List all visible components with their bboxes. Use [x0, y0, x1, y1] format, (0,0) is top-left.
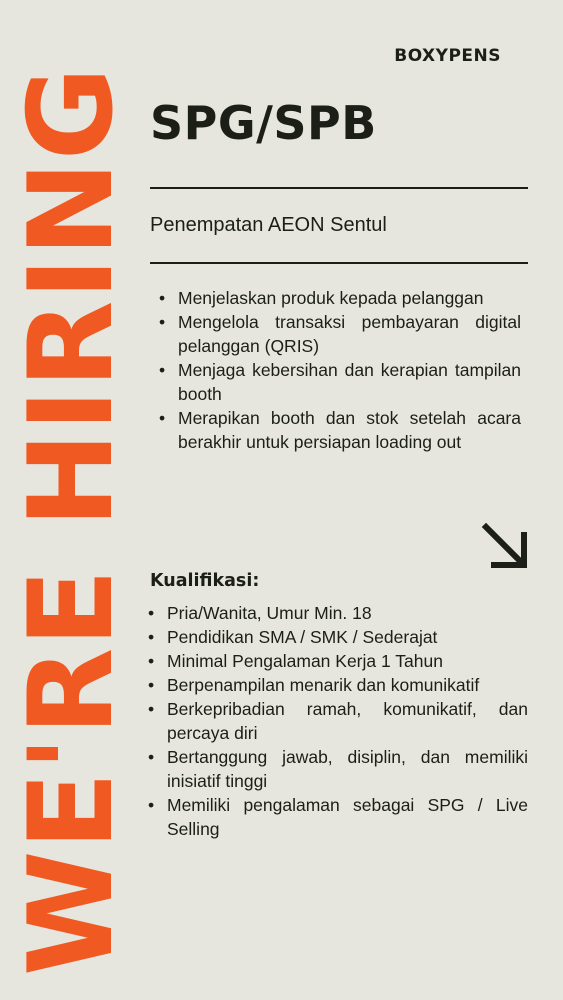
qualification-item: • Pria/Wanita, Umur Min. 18 — [167, 601, 528, 625]
qualifications-list — [167, 601, 528, 841]
qualification-item: • Berpenampilan menarik dan komunikatif — [167, 673, 528, 697]
job-title: SPG/SPB — [150, 96, 377, 150]
qualification-item: • Bertanggung jawab, disiplin, dan memiliki inisiatif tinggi — [167, 745, 528, 793]
arrow-down-right-icon — [480, 521, 530, 571]
placement-text: Penempatan AEON Sentul — [150, 214, 387, 236]
duty-item: • Menjaga kebersihan dan kerapian tampilan booth — [178, 358, 521, 406]
qualification-item: • Pendidikan SMA / SMK / Sederajat — [167, 625, 528, 649]
divider-bottom — [150, 262, 528, 264]
qualification-item: • Berkepribadian ramah, komunikatif, dan percaya diri — [167, 697, 528, 745]
duty-item: • Menjelaskan produk kepada pelanggan — [178, 286, 521, 310]
brand-logo: BOXYPENS — [394, 46, 501, 66]
duty-item: • Mengelola transaksi pembayaran digital pelanggan (QRIS) — [178, 310, 521, 358]
duty-item: • Merapikan booth dan stok setelah acara berakhir untuk persiapan loading out — [178, 406, 521, 454]
qualification-item: • Minimal Pengalaman Kerja 1 Tahun — [167, 649, 528, 673]
divider-top — [150, 187, 528, 189]
qualifications-heading: Kualifikasi: — [150, 571, 260, 591]
duties-list — [178, 286, 521, 454]
vertical-hiring-title: WE'RE HIRING — [4, 65, 139, 977]
qualification-item: • Memiliki pengalaman sebagai SPG / Live Selling — [167, 793, 528, 841]
